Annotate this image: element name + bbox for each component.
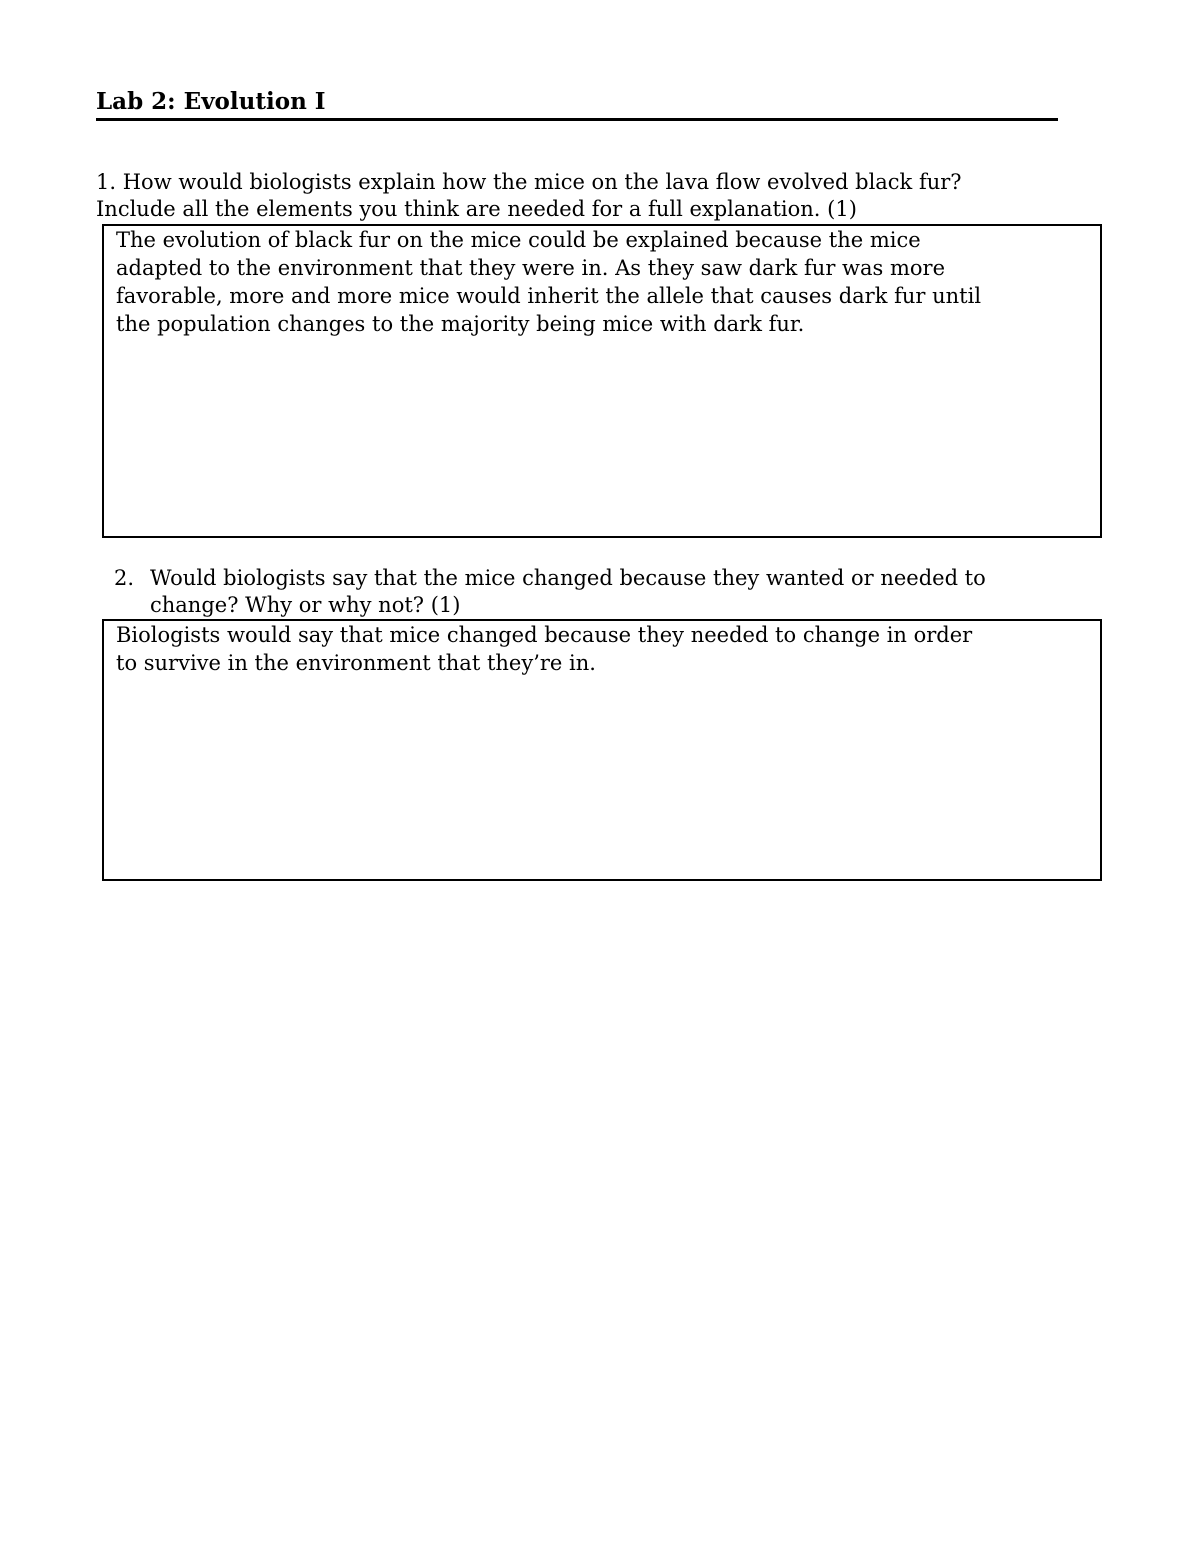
- answer-box-1[interactable]: [102, 224, 1102, 538]
- question-2-prompt-line-2: change? Why or why not? (1): [150, 593, 461, 617]
- answer-1-line-4: the population changes to the majority being mice with dark fur.: [116, 312, 805, 336]
- answer-2-line-2: to survive in the environment that they’re in.: [116, 651, 596, 675]
- answer-2-line-1: Biologists would say that mice changed because they needed to change in order: [116, 623, 973, 647]
- question-2-prompt-line-1: Would biologists say that the mice changed because they wanted or needed to: [150, 566, 986, 590]
- question-1-number: 1.: [96, 170, 117, 194]
- answer-box-2[interactable]: [102, 619, 1102, 881]
- question-2-number: 2.: [114, 566, 135, 590]
- answer-1-line-1: The evolution of black fur on the mice could be explained because the mice: [116, 228, 921, 252]
- page-title: Lab 2: Evolution I: [96, 88, 1058, 121]
- question-1-prompt-line-2: Include all the elements you think are needed for a full explanation. (1): [96, 197, 857, 221]
- answer-1-line-2: adapted to the environment that they were in. As they saw dark fur was more: [116, 256, 945, 280]
- question-1-prompt-line-1: How would biologists explain how the mice on the lava flow evolved black fur?: [122, 170, 962, 194]
- question-1: [96, 169, 962, 223]
- question-2: [114, 565, 986, 619]
- question-1-line-1: [96, 169, 962, 196]
- question-2-line-1: [114, 565, 986, 592]
- answer-1-line-3: favorable, more and more mice would inherit the allele that causes dark fur until: [116, 284, 982, 308]
